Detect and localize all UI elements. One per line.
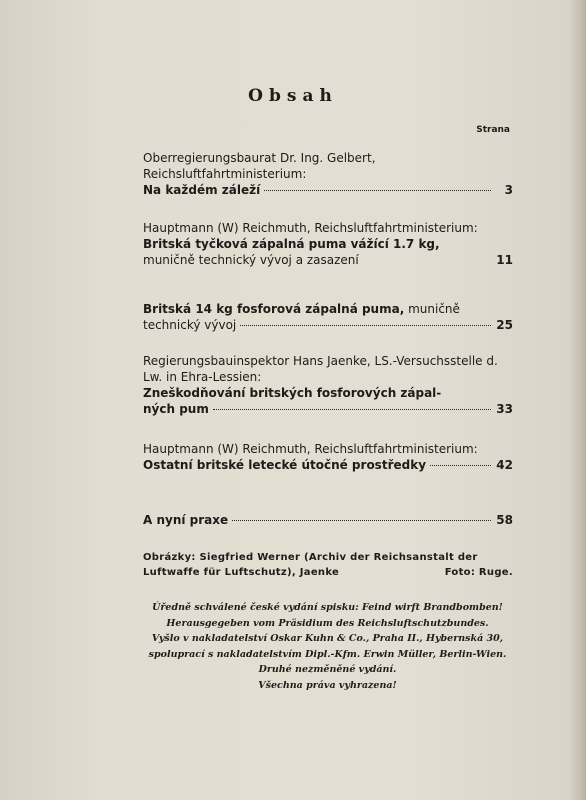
- toc-article-1: [143, 150, 513, 198]
- dot-leader: [213, 409, 491, 410]
- toc-author: Regierungsbauinspektor Hans Jaenke, LS.-Versuchsstelle d. Lw. in Ehra-Lessien:: [143, 354, 498, 384]
- imprint-line: Druhé nezměněné vydání.: [258, 664, 397, 675]
- credits-text: Luftwaffe für Luftschutz), Jaenke: [143, 567, 340, 578]
- toc-page-number: 33: [496, 402, 513, 416]
- toc-entry-title-cont: ných pum: [143, 402, 209, 416]
- imprint-line: Vyšlo v nakladatelství Oskar Kuhn & Co., Praha II., Hybernská 30,: [151, 633, 504, 644]
- imprint-line: Herausgegeben vom Präsidium des Reichsluftschutzbundes.: [166, 617, 489, 629]
- page-edge-shadow: [568, 0, 586, 800]
- toc-entry-title: Britská 14 kg fosforová zápalná puma,: [143, 302, 405, 316]
- toc-entry: [143, 512, 513, 528]
- toc-author: Hauptmann (W) Reichmuth, Reichsluftfahrtministerium:: [143, 442, 478, 456]
- toc-article-3: [143, 301, 513, 333]
- image-credits: [143, 550, 513, 580]
- toc-entry: [143, 182, 513, 198]
- toc-entry-subtitle: muničně technický vývoj a zasazení: [143, 253, 359, 267]
- toc-entry-title: Ostatní britské letecké útočné prostředky: [143, 458, 427, 472]
- toc-article-4: [143, 353, 513, 417]
- toc-page-number: 3: [504, 183, 513, 197]
- toc-author: Hauptmann (W) Reichmuth, Reichsluftfahrtministerium:: [143, 221, 478, 235]
- credits-line: Obrázky: Siegfried Werner (Archiv der Reichsanstalt der: [143, 552, 478, 563]
- toc-entry: [143, 252, 513, 268]
- imprint-line: spoluprací s nakladatelstvím Dipl.-Kfm. Erwin Müller, Berlin-Wien.: [148, 648, 507, 660]
- toc-entry-title-line: [143, 301, 513, 317]
- toc-entry-title: A nyní praxe: [143, 513, 229, 527]
- toc-page-number: 11: [496, 253, 513, 267]
- imprint: [135, 600, 520, 693]
- page-title: Obsah: [248, 86, 338, 106]
- imprint-line: Všechna práva vyhrazena!: [258, 679, 397, 691]
- imprint-line: Úředně schválené české vydání spisku: Feind wirft Brandbomben!: [152, 602, 503, 613]
- dot-leader: [430, 465, 491, 466]
- toc-page-number: 42: [496, 458, 513, 472]
- toc-entry: [143, 457, 513, 473]
- dot-leader: [240, 325, 491, 326]
- toc-page-number: 25: [496, 318, 513, 332]
- dot-leader: [264, 190, 491, 191]
- toc-author: Oberregierungsbaurat Dr. Ing. Gelbert, Reichsluftfahrtministerium:: [143, 151, 376, 181]
- toc-article-6: [143, 512, 513, 528]
- toc-entry-title-rest: muničně: [408, 302, 460, 316]
- credits-line: [143, 565, 513, 580]
- page-column-header: Strana: [476, 125, 510, 135]
- toc-entry-title: Zneškodňování britských fosforových zápal-: [143, 386, 442, 400]
- toc-entry: [143, 401, 513, 417]
- toc-entry-title: Na každém záleží: [143, 183, 261, 197]
- toc-entry-title: Britská tyčková zápalná puma vážící 1.7 kg,: [143, 237, 440, 251]
- dot-leader: [232, 520, 491, 521]
- toc-page-number: 58: [496, 513, 513, 527]
- toc-entry: [143, 317, 513, 333]
- toc-article-2: [143, 220, 513, 268]
- photo-credit: Foto: Ruge.: [444, 567, 513, 578]
- toc-entry-subtitle: technický vývoj: [143, 318, 237, 332]
- toc-article-5: [143, 441, 513, 473]
